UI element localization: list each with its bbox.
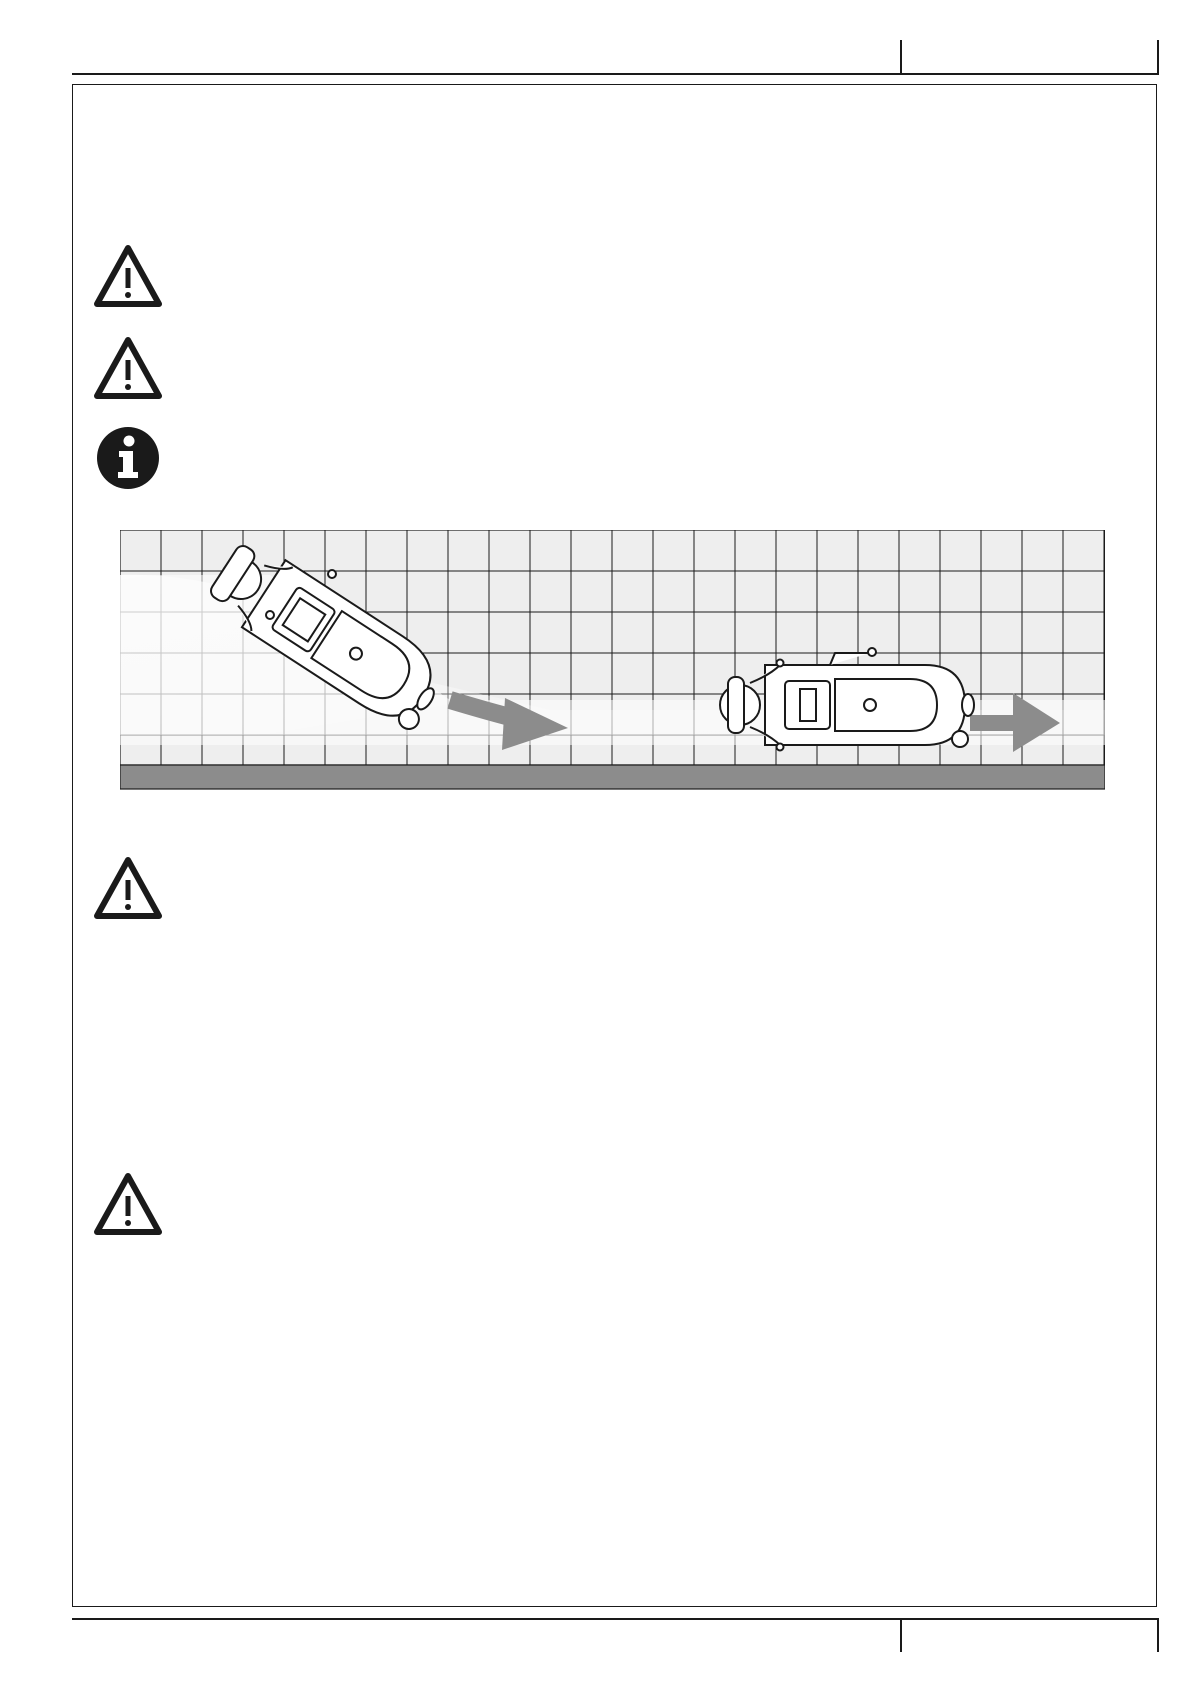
footer-rule <box>72 1618 1159 1620</box>
header-tab-divider-right <box>1157 40 1159 74</box>
wall-baseboard <box>120 765 1105 789</box>
warning-icon <box>93 1170 163 1240</box>
warning-icon <box>93 854 163 924</box>
footer-tab-divider-left <box>900 1618 902 1652</box>
warning-icon <box>93 334 163 404</box>
page-frame <box>72 84 1157 1607</box>
header-tab-divider-left <box>900 40 902 74</box>
header-rule <box>72 73 1159 75</box>
scrubber-path-illustration <box>120 530 1105 790</box>
footer-tab-divider-right <box>1157 1618 1159 1652</box>
warning-icon <box>93 242 163 312</box>
info-icon <box>96 426 160 490</box>
